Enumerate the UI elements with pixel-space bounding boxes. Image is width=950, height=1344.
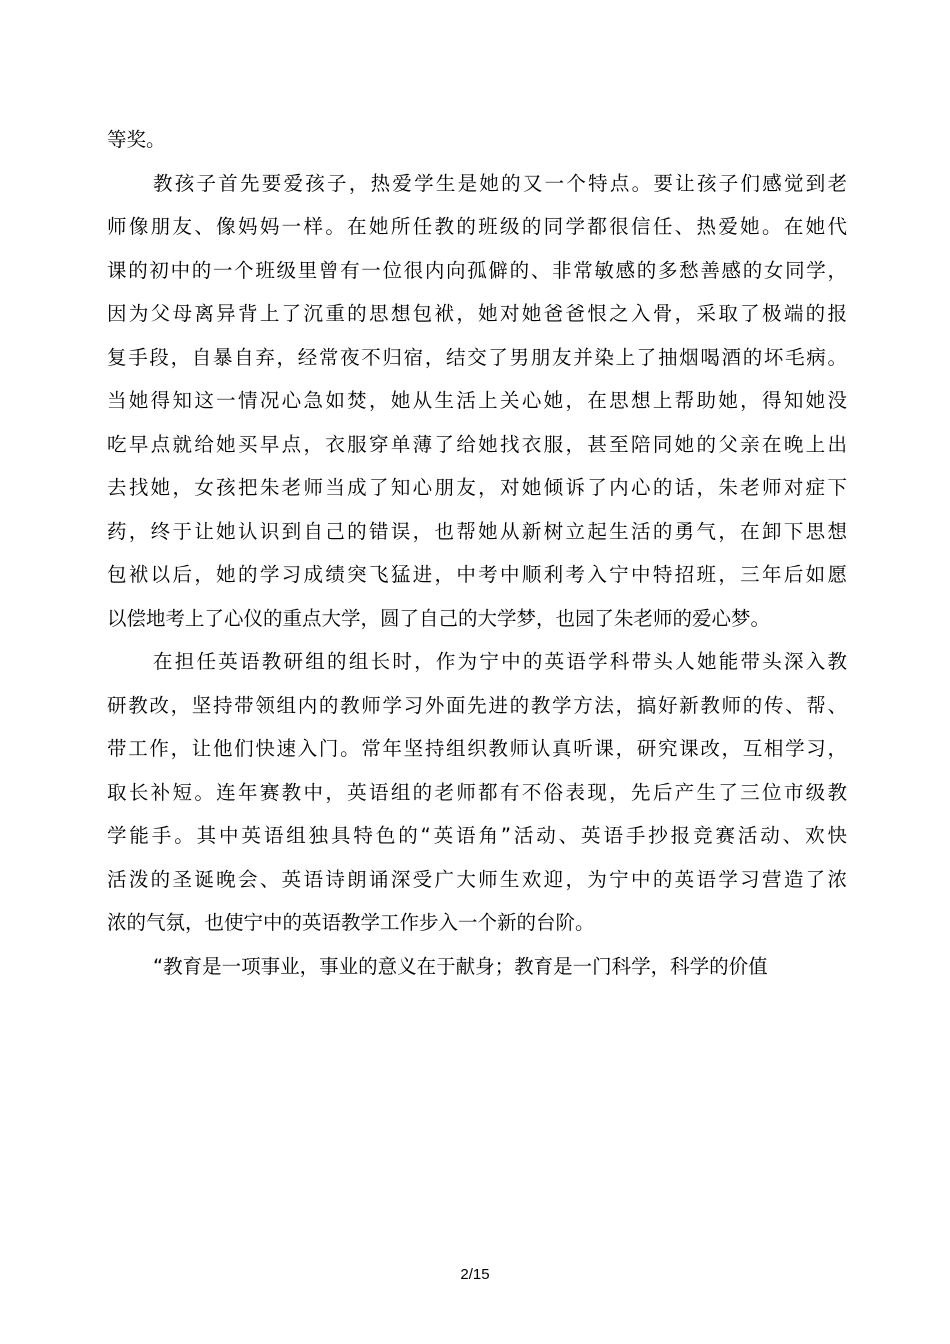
text-line: “教育是一项事业，事业的意义在于献身；教育是一门科学，科学的价值 — [153, 954, 768, 978]
text-line: 复手段，自暴自弃，经常夜不归宿，结交了男朋友并染上了抽烟喝酒的坏毛病。 — [107, 345, 847, 369]
text-line: 取长补短。连年赛教中，英语组的老师都有不俗表现，先后产生了三位市级教 — [107, 780, 847, 804]
text-line: 当她得知这一情况心急如焚，她从生活上关心她，在思想上帮助她，得知她没 — [107, 389, 847, 412]
text-line: 在担任英语教研组的组长时，作为宁中的英语学科带头人她能带头深入教 — [153, 650, 847, 673]
text-line: 课的初中的一个班级里曾有一位很内向孤僻的、非常敏感的多愁善感的女同学， — [107, 258, 847, 282]
text-line: 药，终于让她认识到自己的错误，也帮她从新树立起生活的勇气，在卸下思想 — [107, 519, 847, 543]
paragraph — [107, 118, 847, 162]
text-line: 活泼的圣诞晚会、英语诗朗诵深受广大师生欢迎，为宁中的英语学习营造了浓 — [107, 867, 847, 891]
text-line: 吃早点就给她买早点，衣服穿单薄了给她找衣服，甚至陪同她的父亲在晚上出 — [107, 432, 847, 456]
text-line: 研教改，坚持带领组内的教师学习外面先进的教学方法，搞好新教师的传、帮、 — [107, 693, 847, 717]
text-line: 去找她，女孩把朱老师当成了知心朋友，对她倾诉了内心的话，朱老师对症下 — [107, 476, 847, 499]
page-number: 2/15 — [460, 1266, 490, 1283]
text-line: 学能手。其中英语组独具特色的“英语角”活动、英语手抄报竞赛活动、欢快 — [107, 824, 847, 847]
text-line: 以偿地考上了心仪的重点大学，圆了自己的大学梦，也园了朱老师的爱心梦。 — [107, 606, 771, 630]
text-line: 带工作，让他们快速入门。常年坚持组织教师认真听课，研究课改，互相学习， — [107, 737, 847, 760]
paragraph — [107, 162, 847, 641]
text-line: 浓的气氛，也使宁中的英语教学工作步入一个新的台阶。 — [107, 911, 595, 934]
paragraph — [107, 640, 847, 945]
text-line: 师像朋友、像妈妈一样。在她所任教的班级的同学都很信任、热爱她。在她代 — [107, 215, 847, 238]
text-line: 教孩子首先要爱孩子，热爱学生是她的又一个特点。要让孩子们感觉到老 — [153, 171, 847, 195]
text-line: 等奖。 — [107, 128, 166, 151]
text-line: 因为父母离异背上了沉重的思想包袱，她对她爸爸恨之入骨，采取了极端的报 — [107, 302, 847, 325]
paragraph — [107, 945, 847, 989]
document-body — [107, 118, 847, 988]
text-line: 包袱以后，她的学习成绩突飞猛进，中考中顺利考入宁中特招班，三年后如愿 — [107, 563, 847, 586]
